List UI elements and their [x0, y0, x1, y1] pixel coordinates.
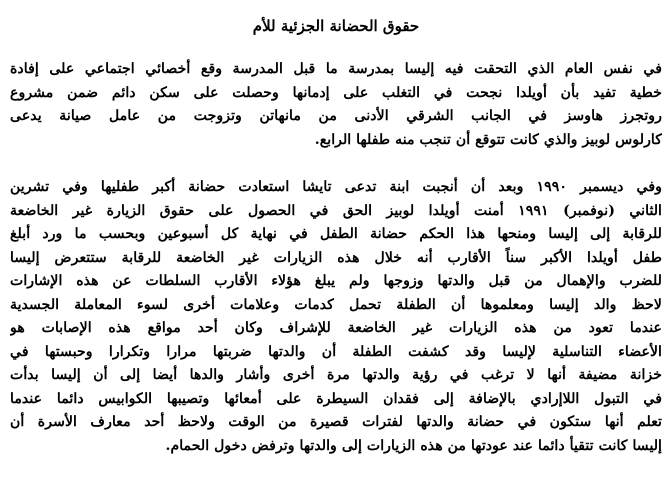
paragraph-line: خزانة مضيفة أنها لا ترغب في رؤية والدتها مرة أخرى وأشار والدها أيضا إلى أن إليسا بدأت: [10, 367, 662, 383]
paragraph-1: [10, 58, 662, 152]
paragraph-line: عندما تعود من هذه الزيارات غير الخاضعة للإشراف وكان أحد مواقع هذه الإصابات هو: [10, 320, 662, 336]
paragraph-line: الثاني (نوفمبر) ١٩٩١ أمنت أويلدا لوبيز الحق في الحصول على حقوق الزيارة غير الخاضعة: [10, 202, 662, 219]
paragraph-line: روتجرز هاوسز في الجانب الشرقي الأدنى من مانهاتن وتزوجت من عامل صيانة يدعى: [10, 108, 662, 124]
paragraph-line: الأعضاء التناسلية لإليسا وقد كشفت الطفلة أن والدتها ضربتها مرارا وتكرارا وحبستها في: [10, 343, 662, 360]
paragraph-2: [10, 176, 662, 458]
paragraph-line: وفي ديسمبر ١٩٩٠ وبعد أن أنجبت ابنة تدعى تايشا استعادت حضانة أكبر طفليها وفي تشرين: [10, 179, 662, 195]
paragraph-line: تعلم أنها ستكون في حضانة والدتها لفترات قصيرة من الوقت ولاحظ أحد معارف الأسرة أن: [10, 414, 662, 430]
paragraph-line: للرقابة إلى إليسا ومنحها هذا الحكم حضانة الطفل في نهاية كل أسبوعين وبحسب ما ورد أبلغ: [10, 226, 662, 242]
paragraph-line: كارلوس لوبيز والذي كانت تتوقع أن تنجب منه طفلها الرابع.: [314, 131, 662, 148]
paragraph-line: في نفس العام الذي التحقت فيه إليسا بمدرسة ما قبل المدرسة وقع أخصائي اجتماعي على إفادة: [10, 61, 662, 77]
paragraph-line: لاحظ والد إليسا ومعلموها أن الطفلة تحمل كدمات وعلامات أخرى لسوء المعاملة الجسدية: [10, 296, 662, 313]
paragraph-line: إليسا كانت تتقيأ دائما عند عودتها من هذه الزيارات إلى والدتها وترفض دخول الحمام.: [165, 437, 662, 454]
paragraph-line: طفل أويلدا الأكبر سناً الأقارب أنه خلال هذه الزيارات غير الخاضعة للرقابة ستتعرض إليسا: [10, 249, 662, 266]
paragraph-line: خطية تفيد بأن أويلدا نجحت في التغلب على إدمانها وحصلت على سكن دائم ضمن مشروع: [10, 84, 662, 101]
paragraph-line: في التبول اللاإرادي بالإضافة إلى فقدان السيطرة على أمعائها وتصيبها الكوابيس دائما عندما: [10, 390, 662, 407]
document-title: حقوق الحضانة الجزئية للأم: [252, 17, 420, 35]
paragraph-line: للضرب والإهمال من قبل والدتها وزوجها ولم يبلغ هؤلاء الأقارب السلطات عن هذه الإشارات: [10, 273, 662, 289]
